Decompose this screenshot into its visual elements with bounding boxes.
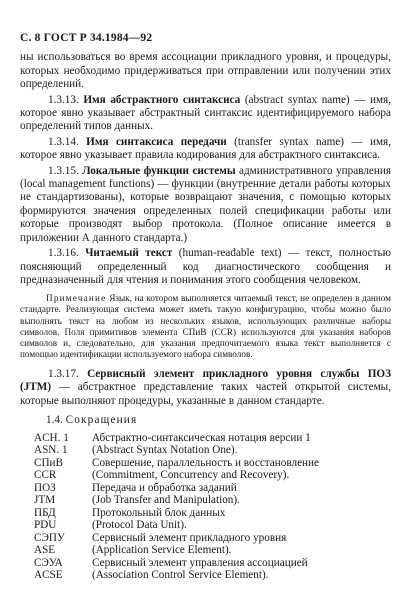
abbr-key: JTM [34,494,56,506]
definition-text: (abstract syntax name) — имя, которое явно указывает абстрактный синтаксис идентифицируемого набора определений типов данных. [20,93,392,133]
abbr-desc: (Application Service Element). [92,544,232,556]
table-row [34,432,319,445]
abbr-desc: (Protocol Data Unit). [92,519,187,531]
abbr-key: ПОЗ [34,481,56,494]
abbr-desc: Сервисный элемент управления ассоциацией [92,556,308,569]
table-row [34,532,319,545]
note-label: Примечание [46,293,107,304]
definition-1-3-14 [20,136,391,163]
abbr-key: CCR [34,469,57,481]
abbr-desc: Передача и обработка заданий [92,481,237,494]
definition-number: 1.3.17. [48,367,79,380]
table-row [34,494,319,507]
abbr-key: СЭУА [34,556,63,569]
abbr-desc: Абстрактно-синтаксическая нотация версии 1 [92,431,311,444]
abbr-desc: (Association Control Service Element). [92,569,269,581]
definition-number: 1.3.13. [48,93,79,106]
table-row [34,482,319,495]
table-row [34,519,319,532]
abbr-key: ASE [34,544,56,556]
definition-1-3-17 [20,368,391,408]
abbr-key: PDU [34,519,57,531]
definition-term: Локальные функции системы [82,164,236,177]
table-row [34,557,319,570]
note-paragraph [20,293,391,360]
abbr-desc: (Abstract Syntax Notation One). [92,444,238,456]
abbr-key: ACSE [34,569,63,581]
abbr-desc: (Commitment, Concurrency and Recovery). [92,469,290,481]
abbr-key: СПиВ [34,456,63,469]
section-number: 1.4. [46,414,63,427]
definition-text: (transfer syntax name) — имя, которое явно указывает правила кодирования для абстрактного синтаксиса. [20,135,392,162]
note-text: Язык, на котором выполняется читаемый текст, не определен в данном стандарте. Реализующая система может иметь такую конфигурацию, чтобы можно было выполнять текст на любом из нескольких языков, использующих различные наборы символов. Поля примитивов элемента СПиВ (CCR) используются для указания наборов символов и, следовательно, для указания предпочитаемого языка текст выполняется с помощью идентификации используемого набора символов. [20,293,391,359]
definition-1-3-16 [20,247,391,287]
abbr-key: ПБД [34,506,56,519]
table-row [34,444,319,457]
table-row [34,469,319,482]
definition-number: 1.3.15. [48,164,79,177]
section-heading [20,414,391,427]
definition-1-3-13 [20,94,391,134]
table-row [34,569,319,582]
definition-text: — абстрактное представление таких частей открытой системы, которые выполняют процедуры, указанные в данном стандарте. [20,381,391,407]
table-row [34,507,319,520]
intro-paragraph: ны использоваться во время ассоциации прикладного уровня, и процедуры, которых необходимо придерживаться при отправлении или получении этих определений. [20,51,391,91]
abbreviations-table [34,432,319,582]
page-header: С. 8 ГОСТ Р 34.1984—92 [20,32,153,44]
definition-1-3-15 [20,165,391,245]
abbr-desc: Совершение, параллельность и восстановление [92,456,319,469]
abbr-desc: Сервисный элемент прикладного уровня [92,531,287,544]
definition-term: Сервисный элемент прикладного уровня службы ПОЗ (JTM) [20,367,391,394]
definition-number: 1.3.16. [48,247,79,260]
abbr-desc: (Job Transfer and Manipulation). [92,494,240,506]
section-title: Сокращения [65,414,138,427]
definition-term: Читаемый текст [85,247,173,260]
table-row [34,457,319,470]
definition-number: 1.3.14. [48,135,79,148]
abbr-key: ACH. 1 [34,431,69,444]
definition-term: Имя синтаксиса передачи [86,135,227,148]
abbr-desc: Протокольный блок данных [92,506,226,519]
abbr-key: СЭПУ [34,531,65,544]
abbr-key: ASN. 1 [34,444,68,456]
definition-text: (human-readable text) — текст, полностью поясняющий определенный код диагностического сообщения и предназначенный для чтения и понимания этого сообщения человеком. [20,247,392,286]
definition-text: административного управления (local management functions) — функции (внутренние детали работы которых не стандартизованы), которые возвращают значения, с помощью которых формируются значения определенных полей спецификации работы или которые производят выбор протокола. (Полное описание имеется в приложении А данного стандарта.) [20,164,392,244]
table-row [34,544,319,557]
definition-term: Имя абстрактного синтаксиса [83,93,241,106]
